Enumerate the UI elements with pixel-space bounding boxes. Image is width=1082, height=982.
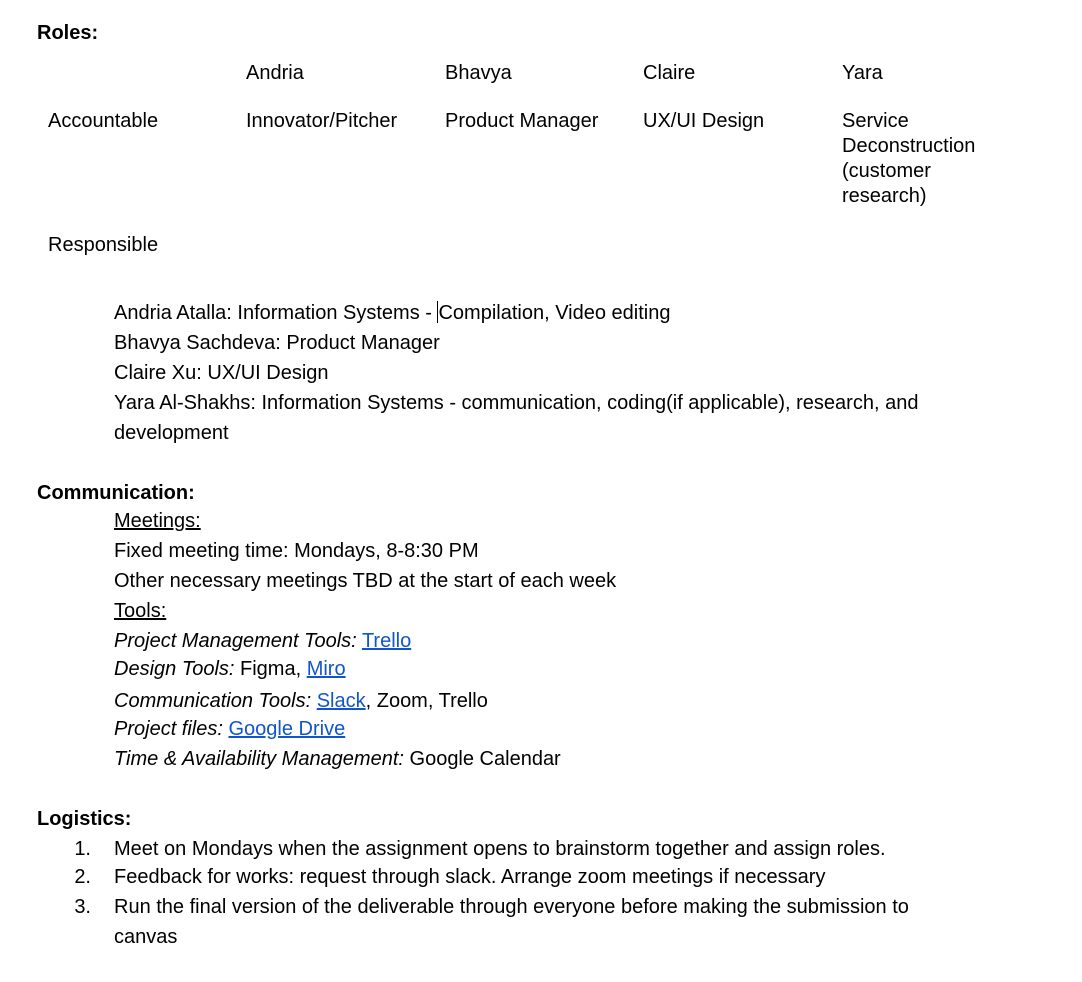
member-yara-line2: development xyxy=(114,422,229,444)
table-cell: Service Deconstruction (customer research) xyxy=(842,110,976,207)
member-andria-text-start: Andria Atalla: Information Systems - xyxy=(114,302,438,324)
table-header-yara: Yara xyxy=(842,62,883,84)
tool-label: Project Management Tools: xyxy=(114,630,357,652)
row-label-responsible: Responsible xyxy=(48,234,159,256)
table-cell: Innovator/Pitcher xyxy=(246,110,398,132)
member-yara-line1: Yara Al-Shakhs: Information Systems - communication, coding(if applicable), research, and xyxy=(114,392,919,414)
table-header-andria: Andria xyxy=(246,62,304,84)
list-number: 3. xyxy=(74,896,91,918)
communication-heading: Communication: xyxy=(37,482,195,504)
row-label-accountable: Accountable xyxy=(48,110,159,132)
table-cell: Product Manager xyxy=(445,110,599,132)
tool-value: , Zoom, Trello xyxy=(365,690,488,712)
tool-project-management xyxy=(114,629,411,653)
tool-label: Time & Availability Management: xyxy=(114,748,404,770)
meetings-subheading: Meetings: xyxy=(114,510,201,532)
tool-label: Design Tools: xyxy=(114,658,235,680)
member-bhavya: Bhavya Sachdeva: Product Manager xyxy=(114,332,440,354)
tool-value: Figma, xyxy=(234,658,307,680)
member-andria xyxy=(114,301,670,325)
table-header-claire: Claire xyxy=(643,62,696,84)
list-item: Feedback for works: request through slack. Arrange zoom meetings if necessary xyxy=(114,866,826,888)
tool-label: Communication Tools: xyxy=(114,690,312,712)
member-andria-text-end: Compilation, Video editing xyxy=(438,302,671,324)
trello-link[interactable]: Trello xyxy=(361,630,412,652)
miro-link[interactable]: Miro xyxy=(306,658,346,680)
member-claire: Claire Xu: UX/UI Design xyxy=(114,362,329,384)
other-meetings: Other necessary meetings TBD at the start of each week xyxy=(114,570,617,592)
tool-value: Google Calendar xyxy=(403,748,561,770)
fixed-meeting-time: Fixed meeting time: Mondays, 8-8:30 PM xyxy=(114,540,479,562)
google-drive-link[interactable]: Google Drive xyxy=(228,718,346,740)
list-number: 2. xyxy=(74,866,91,888)
list-number: 1. xyxy=(74,838,91,860)
list-item: Run the final version of the deliverable through everyone before making the submission to xyxy=(114,896,909,918)
slack-link[interactable]: Slack xyxy=(316,690,366,712)
table-cell: UX/UI Design xyxy=(643,110,765,132)
roles-heading: Roles: xyxy=(37,22,99,44)
tool-time-management xyxy=(114,747,561,771)
tool-project-files xyxy=(114,717,345,741)
tool-communication xyxy=(114,689,488,713)
tool-label: Project files: xyxy=(114,718,223,740)
logistics-heading: Logistics: xyxy=(37,808,132,830)
list-item: Meet on Mondays when the assignment opens to brainstorm together and assign roles. xyxy=(114,838,886,860)
list-item-continuation: canvas xyxy=(114,926,178,948)
tool-design xyxy=(114,657,346,681)
tools-subheading: Tools: xyxy=(114,600,167,622)
table-header-bhavya: Bhavya xyxy=(445,62,512,84)
